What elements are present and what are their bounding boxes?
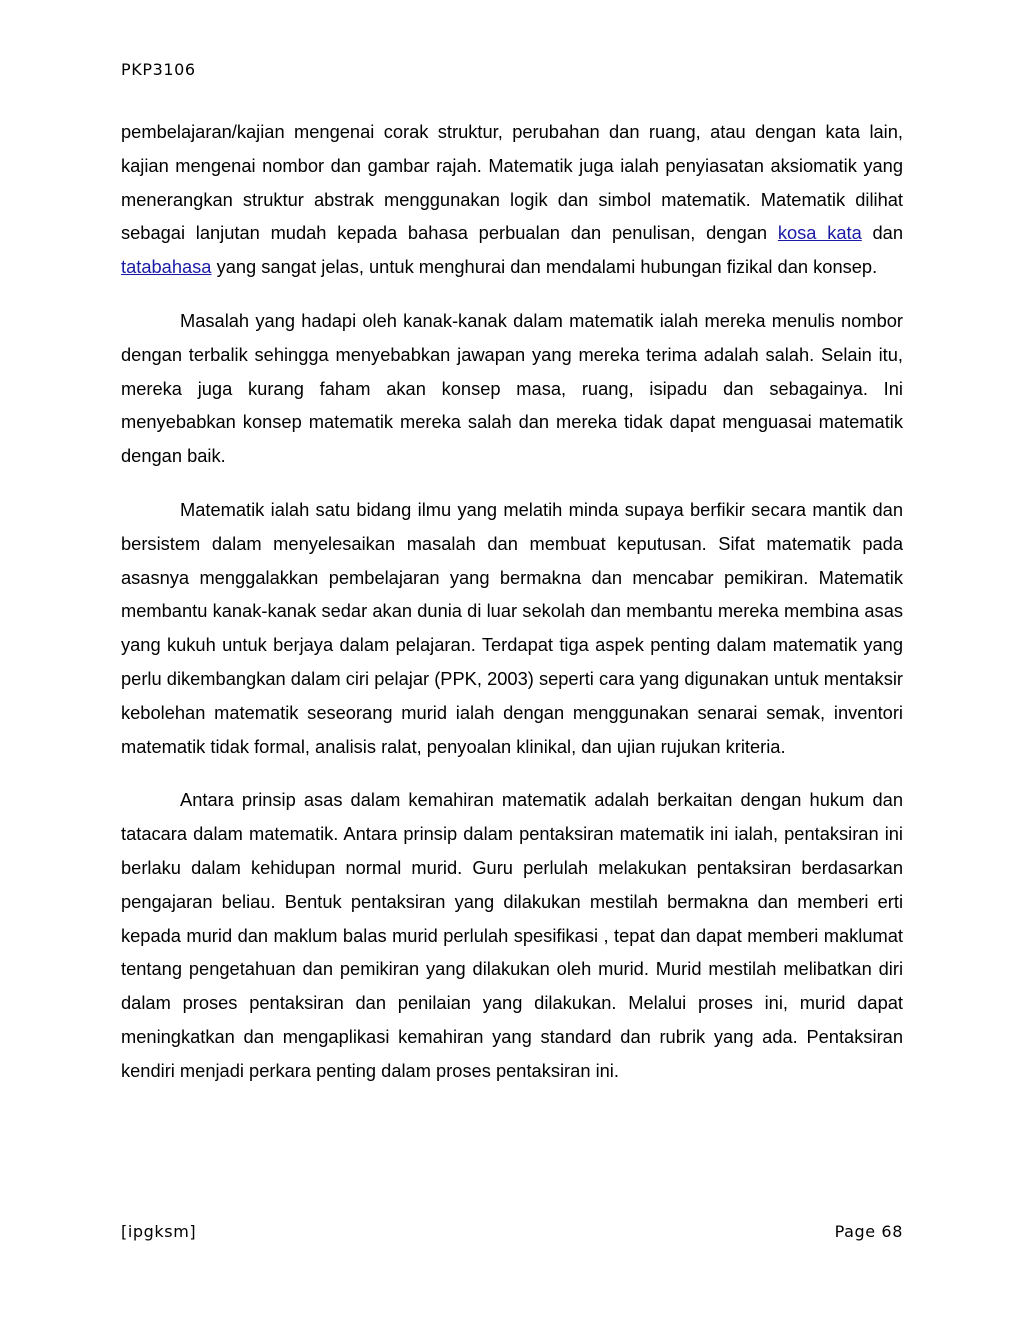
paragraph-1 — [121, 115, 903, 284]
paragraph-3: Matematik ialah satu bidang ilmu yang melatih minda supaya berfikir secara mantik dan bersistem dalam menyelesaikan masalah dan membuat keputusan. Sifat matematik pada asasnya menggalakkan pembelajaran yang bermakna dan mencabar pemikiran. Matematik membantu kanak-kanak sedar akan dunia di luar sekolah dan membantu mereka membina asas yang kukuh untuk berjaya dalam pelajaran. Terdapat tiga aspek penting dalam matematik yang perlu dikembangkan dalam ciri pelajar (PPK, 2003) seperti cara yang digunakan untuk mentaksir kebolehan matematik seseorang murid ialah dengan menggunakan senarai semak, inventori matematik tidak formal, analisis ralat, penyoalan klinikal, dan ujian rujukan kriteria. — [121, 498, 903, 757]
page-header-code: PKP3106 — [121, 60, 196, 79]
link-kosa-kata[interactable]: kosa kata — [777, 222, 862, 244]
paragraph-4: Antara prinsip asas dalam kemahiran matematik adalah berkaitan dengan hukum dan tatacara dalam matematik. Antara prinsip dalam pentaksiran matematik ini ialah, pentaksiran ini berlaku dalam kehidupan normal murid. Guru perlulah melakukan pentaksiran berdasarkan pengajaran beliau. Bentuk pentaksiran yang dilakukan mestilah bermakna dan memberi erti kepada murid dan maklum balas murid perlulah spesifikasi , tepat dan dapat memberi maklumat tentang pengetahuan dan pemikiran yang dilakukan oleh murid. Murid mestilah melibatkan diri dalam proses pentaksiran dan penilaian yang dilakukan. Melalui proses ini, murid dapat meningkatkan dan mengaplikasi kemahiran yang standard dan rubrik yang ada. Pentaksiran kendiri menjadi perkara penting dalam proses pentaksiran ini. — [121, 789, 903, 1081]
link-tatabahasa[interactable]: tatabahasa — [121, 256, 212, 278]
paragraph-1-text-a: pembelajaran/kajian mengenai corak struktur, perubahan dan ruang, atau dengan kata lain, kajian mengenai nombor dan gambar rajah. Matematik juga ialah penyiasatan aksiomatik yang menerangkan struktur abstrak menggunakan logik dan simbol matematik. Matematik dilihat sebagai lanjutan mudah kepada bahasa perbualan dan penulisan, dengan — [121, 121, 903, 244]
paragraph-1-text-b: dan — [861, 222, 903, 244]
document-body — [121, 115, 903, 1108]
paragraph-2: Masalah yang hadapi oleh kanak-kanak dalam matematik ialah mereka menulis nombor dengan terbalik sehingga menyebabkan jawapan yang mereka terima adalah salah. Selain itu, mereka juga kurang faham akan konsep masa, ruang, isipadu dan sebagainya. Ini menyebabkan konsep matematik mereka salah dan mereka tidak dapat menguasai matematik dengan baik. — [121, 309, 903, 467]
footer-page-number: Page 68 — [834, 1222, 903, 1241]
footer-institution: [ipgksm] — [121, 1222, 197, 1241]
paragraph-1-text-c: yang sangat jelas, untuk menghurai dan mendalami hubungan fizikal dan konsep. — [211, 256, 878, 278]
